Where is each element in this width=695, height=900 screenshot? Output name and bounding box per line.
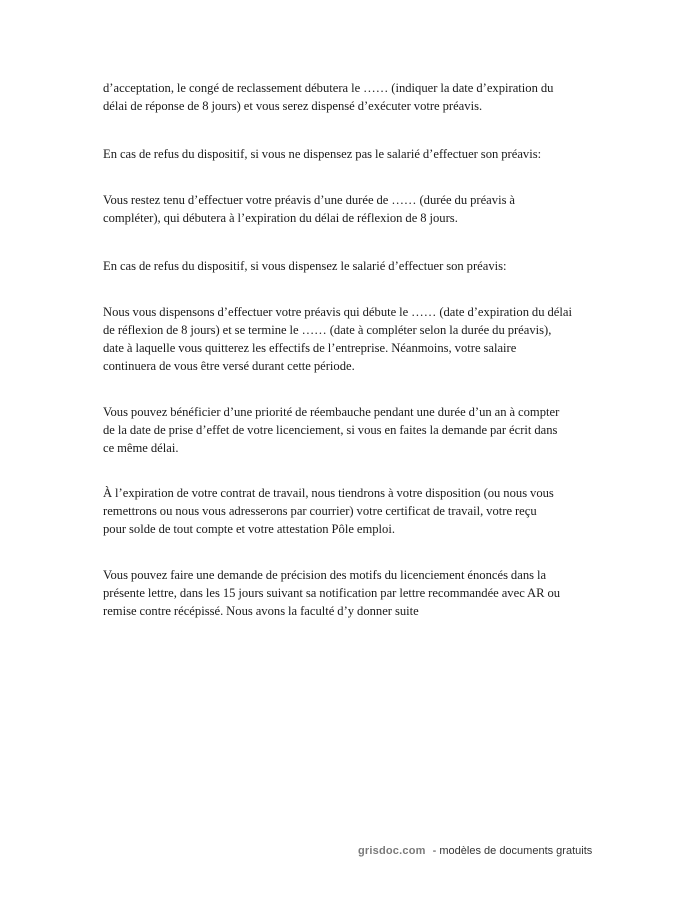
paragraph-rehiring-priority — [103, 403, 598, 457]
paragraph-acceptance — [103, 79, 598, 115]
paragraph-refusal-no-dispense-heading — [103, 145, 598, 163]
footer-tagline: - modèles de documents gratuits — [432, 845, 593, 857]
text-line: remise contre récépissé. Nous avons la faculté d’y donner suite — [103, 604, 419, 618]
text-line: continuera de vous être versé durant cette période. — [103, 359, 355, 373]
page-footer — [358, 845, 592, 857]
text-line: Vous pouvez bénéficier d’une priorité de réembauche pendant une durée d’un an à compter — [103, 405, 560, 419]
text-line: remettrons ou nous vous adresserons par courrier) votre certificat de travail, votre reçu — [103, 504, 537, 518]
paragraph-precision-request — [103, 566, 598, 620]
paragraph-refusal-no-dispense-body — [103, 191, 598, 227]
text-line: Vous pouvez faire une demande de précision des motifs du licenciement énoncés dans la — [103, 568, 547, 582]
text-line: À l’expiration de votre contrat de travail, nous tiendrons à votre disposition (ou nous vous — [103, 486, 554, 500]
text-line: En cas de refus du dispositif, si vous ne dispensez pas le salarié d’effectuer son préavis: — [103, 147, 542, 161]
text-line: Nous vous dispensons d’effectuer votre préavis qui débute le …… (date d’expiration du délai — [103, 305, 572, 319]
text-line: pour solde de tout compte et votre attestation Pôle emploi. — [103, 522, 395, 536]
text-line: d’acceptation, le congé de reclassement débutera le …… (indiquer la date d’expiration du — [103, 81, 554, 95]
paragraph-refusal-dispense-heading — [103, 257, 598, 275]
text-line: date à laquelle vous quitterez les effectifs de l’entreprise. Néanmoins, votre salaire — [103, 341, 517, 355]
text-line: Vous restez tenu d’effectuer votre préavis d’une durée de …… (durée du préavis à — [103, 193, 516, 207]
text-line: compléter), qui débutera à l’expiration du délai de réflexion de 8 jours. — [103, 211, 458, 225]
text-line: de la date de prise d’effet de votre licenciement, si vous en faites la demande par écrit dans — [103, 423, 558, 437]
footer-brand-link[interactable]: grisdoc.com — [358, 845, 426, 857]
text-line: ce même délai. — [103, 441, 179, 455]
text-line: présente lettre, dans les 15 jours suivant sa notification par lettre recommandée avec AR ou — [103, 586, 561, 600]
paragraph-refusal-dispense-body — [103, 303, 598, 375]
text-line: En cas de refus du dispositif, si vous dispensez le salarié d’effectuer son préavis: — [103, 259, 507, 273]
text-line: de réflexion de 8 jours) et se termine le …… (date à compléter selon la durée du préavis), — [103, 323, 552, 337]
paragraph-contract-expiration — [103, 484, 598, 538]
text-line: délai de réponse de 8 jours) et vous serez dispensé d’exécuter votre préavis. — [103, 99, 483, 113]
